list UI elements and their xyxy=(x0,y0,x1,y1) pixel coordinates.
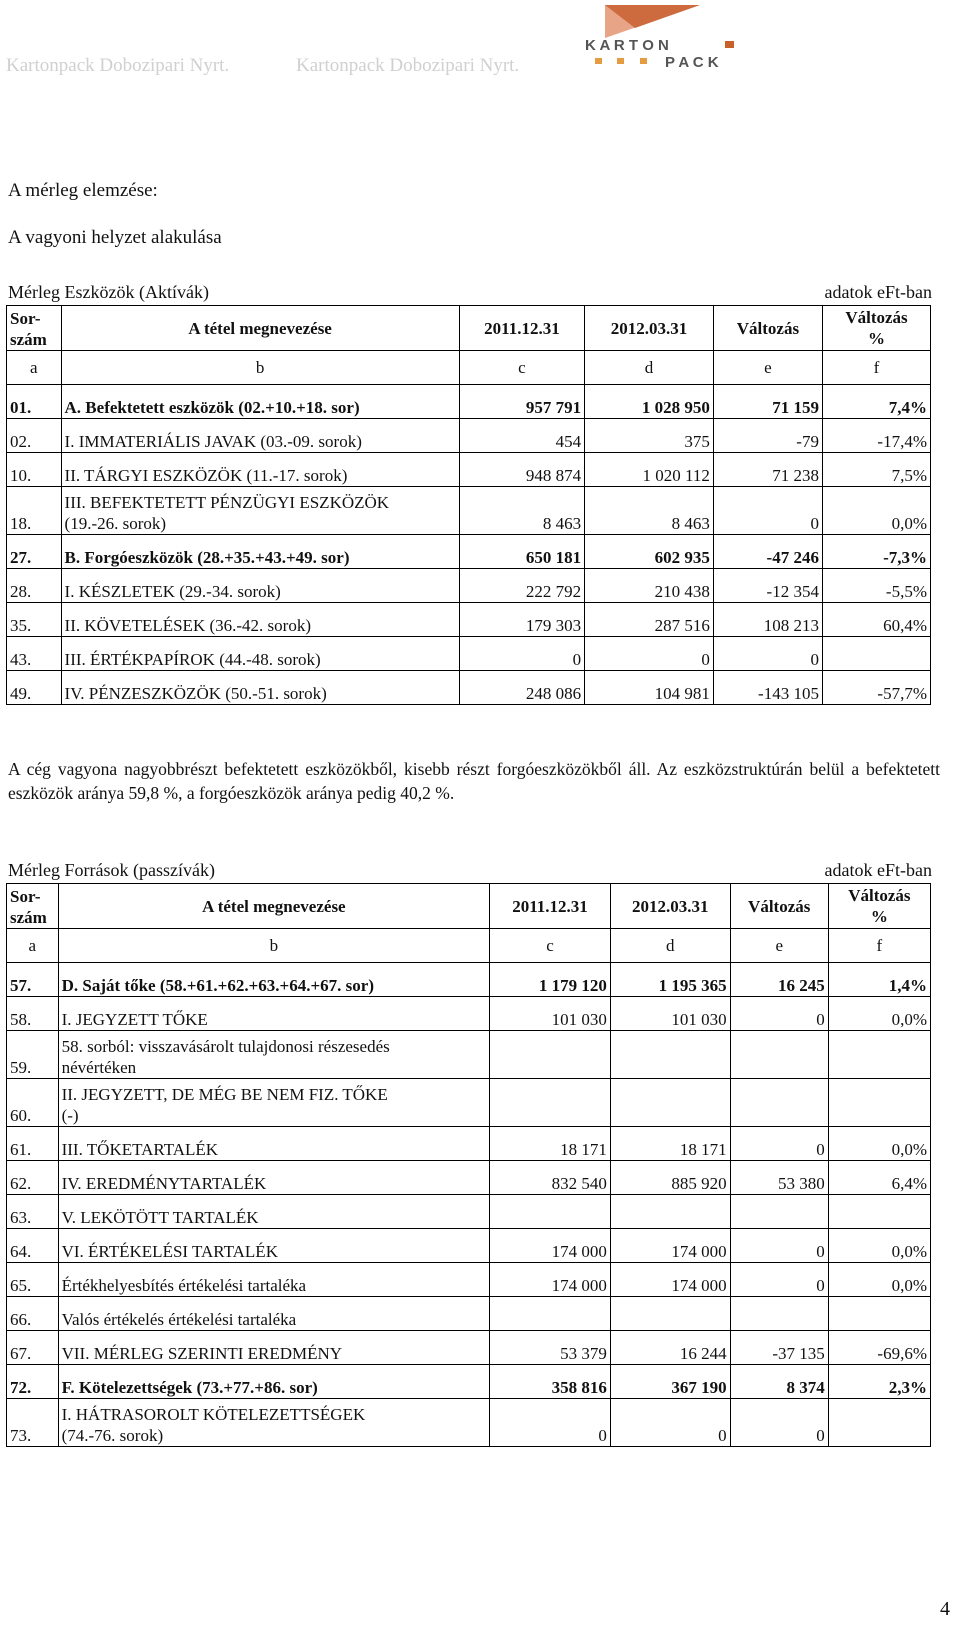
table-row xyxy=(7,1079,931,1127)
header-date-1: 2011.12.31 xyxy=(490,884,611,929)
row-name: B. Forgóeszközök (28.+35.+43.+49. sor) xyxy=(61,535,459,569)
row-name: Értékhelyesbítés értékelési tartaléka xyxy=(58,1263,490,1297)
kartonpack-logo xyxy=(585,0,965,75)
row-name: 58. sorból: visszavásárolt tulajdonosi részesedés névértéken xyxy=(58,1031,490,1079)
row-name: II. TÁRGYI ESZKÖZÖK (11.-17. sorok) xyxy=(61,453,459,487)
value-change-pct: 7,4% xyxy=(822,385,930,419)
value-2012: 1 195 365 xyxy=(610,963,730,997)
value-change: 53 380 xyxy=(730,1161,828,1195)
col-letter: c xyxy=(459,351,584,385)
table-row xyxy=(7,385,931,419)
col-letter: d xyxy=(585,351,714,385)
col-letter: e xyxy=(713,351,822,385)
row-name: III. TŐKETARTALÉK xyxy=(58,1127,490,1161)
table-row xyxy=(7,997,931,1031)
page-header xyxy=(0,0,960,95)
value-2011: 248 086 xyxy=(459,671,584,705)
header-change: Változás xyxy=(730,884,828,929)
table-row xyxy=(7,453,931,487)
value-change: 108 213 xyxy=(713,603,822,637)
row-name: I. HÁTRASOROLT KÖTELEZETTSÉGEK (74.-76. sorok) xyxy=(58,1399,490,1447)
logo-line-1: K A R T O N xyxy=(585,37,669,54)
liabilities-table xyxy=(6,883,931,1447)
value-change-pct xyxy=(822,637,930,671)
row-number: 72. xyxy=(7,1365,59,1399)
row-number: 57. xyxy=(7,963,59,997)
col-letter: c xyxy=(490,929,611,963)
row-number: 49. xyxy=(7,671,62,705)
row-number: 66. xyxy=(7,1297,59,1331)
col-letter: d xyxy=(610,929,730,963)
header-name: A tétel megnevezése xyxy=(61,306,459,351)
value-change xyxy=(730,1079,828,1127)
value-2011 xyxy=(490,1195,611,1229)
liabilities-table-title: Mérleg Források (passzívák) xyxy=(8,860,215,880)
assets-table-title: Mérleg Eszközök (Aktívák) xyxy=(8,282,209,302)
value-2011: 650 181 xyxy=(459,535,584,569)
value-2012: 0 xyxy=(585,637,714,671)
value-change: 71 238 xyxy=(713,453,822,487)
table-row xyxy=(7,1229,931,1263)
value-2012: 0 xyxy=(610,1399,730,1447)
value-2011: 174 000 xyxy=(490,1229,611,1263)
value-2011 xyxy=(490,1079,611,1127)
value-2011 xyxy=(490,1031,611,1079)
value-2011: 832 540 xyxy=(490,1161,611,1195)
value-change-pct: 0,0% xyxy=(828,1229,930,1263)
value-2011: 454 xyxy=(459,419,584,453)
value-change: 0 xyxy=(730,1263,828,1297)
row-number: 60. xyxy=(7,1079,59,1127)
col-letter: a xyxy=(7,929,59,963)
logo-square xyxy=(595,58,602,64)
row-number: 18. xyxy=(7,487,62,535)
table-row xyxy=(7,1263,931,1297)
value-change-pct: 7,5% xyxy=(822,453,930,487)
row-number: 02. xyxy=(7,419,62,453)
table-row xyxy=(7,535,931,569)
table-row xyxy=(7,1127,931,1161)
value-change-pct xyxy=(828,1195,930,1229)
value-2012: 8 463 xyxy=(585,487,714,535)
row-number: 35. xyxy=(7,603,62,637)
value-change-pct: 2,3% xyxy=(828,1365,930,1399)
value-2012: 375 xyxy=(585,419,714,453)
value-2012: 16 244 xyxy=(610,1331,730,1365)
table-row xyxy=(7,963,931,997)
header-change-pct: Változás % xyxy=(828,884,930,929)
header-date-2: 2012.03.31 xyxy=(610,884,730,929)
header-date-2: 2012.03.31 xyxy=(585,306,714,351)
value-change: 0 xyxy=(713,637,822,671)
value-2011: 948 874 xyxy=(459,453,584,487)
value-change: 0 xyxy=(730,1399,828,1447)
row-name: Valós értékelés értékelési tartaléka xyxy=(58,1297,490,1331)
row-number: 64. xyxy=(7,1229,59,1263)
value-2012: 101 030 xyxy=(610,997,730,1031)
value-2011: 1 179 120 xyxy=(490,963,611,997)
value-2011: 174 000 xyxy=(490,1263,611,1297)
col-letter: f xyxy=(822,351,930,385)
value-change-pct xyxy=(828,1399,930,1447)
row-name: VII. MÉRLEG SZERINTI EREDMÉNY xyxy=(58,1331,490,1365)
row-number: 62. xyxy=(7,1161,59,1195)
value-2011: 53 379 xyxy=(490,1331,611,1365)
row-number: 43. xyxy=(7,637,62,671)
page-number: 4 xyxy=(940,1598,950,1620)
table-row xyxy=(7,1161,931,1195)
value-change: -47 246 xyxy=(713,535,822,569)
assets-table xyxy=(6,305,931,705)
value-change xyxy=(730,1195,828,1229)
value-2012: 174 000 xyxy=(610,1229,730,1263)
column-letter-row xyxy=(7,929,931,963)
row-name: D. Saját tőke (58.+61.+62.+63.+64.+67. sor) xyxy=(58,963,490,997)
value-change-pct xyxy=(828,1297,930,1331)
table-row xyxy=(7,603,931,637)
value-2012: 602 935 xyxy=(585,535,714,569)
row-name: IV. PÉNZESZKÖZÖK (50.-51. sorok) xyxy=(61,671,459,705)
row-name: VI. ÉRTÉKELÉSI TARTALÉK xyxy=(58,1229,490,1263)
row-number: 27. xyxy=(7,535,62,569)
col-letter: b xyxy=(58,929,490,963)
value-2012: 1 028 950 xyxy=(585,385,714,419)
value-change-pct: 0,0% xyxy=(828,997,930,1031)
table-row xyxy=(7,637,931,671)
col-letter: b xyxy=(61,351,459,385)
value-change-pct xyxy=(828,1079,930,1127)
header-change-pct: Változás % xyxy=(822,306,930,351)
section-title: A vagyoni helyzet alakulása xyxy=(8,227,222,248)
value-2012: 367 190 xyxy=(610,1365,730,1399)
value-change-pct: -69,6% xyxy=(828,1331,930,1365)
row-number: 59. xyxy=(7,1031,59,1079)
value-change-pct: 60,4% xyxy=(822,603,930,637)
table-row xyxy=(7,1297,931,1331)
value-change-pct: 6,4% xyxy=(828,1161,930,1195)
value-2011: 18 171 xyxy=(490,1127,611,1161)
row-name: F. Kötelezettségek (73.+77.+86. sor) xyxy=(58,1365,490,1399)
value-2012: 287 516 xyxy=(585,603,714,637)
table-row xyxy=(7,1399,931,1447)
row-name: I. IMMATERIÁLIS JAVAK (03.-09. sorok) xyxy=(61,419,459,453)
value-2011: 358 816 xyxy=(490,1365,611,1399)
row-name: A. Befektetett eszközök (02.+10.+18. sor) xyxy=(61,385,459,419)
value-2012: 210 438 xyxy=(585,569,714,603)
value-2012 xyxy=(610,1031,730,1079)
row-number: 65. xyxy=(7,1263,59,1297)
assets-unit-note: adatok eFt-ban xyxy=(824,282,932,302)
header-sorszam: Sor- szám xyxy=(7,884,59,929)
row-name: I. KÉSZLETEK (29.-34. sorok) xyxy=(61,569,459,603)
value-change-pct xyxy=(828,1031,930,1079)
value-2012: 885 920 xyxy=(610,1161,730,1195)
value-2011: 179 303 xyxy=(459,603,584,637)
row-number: 61. xyxy=(7,1127,59,1161)
column-letter-row xyxy=(7,351,931,385)
value-change: -79 xyxy=(713,419,822,453)
header-sorszam: Sor- szám xyxy=(7,306,62,351)
value-change: -12 354 xyxy=(713,569,822,603)
logo-square xyxy=(725,41,734,48)
value-2012 xyxy=(610,1195,730,1229)
row-number: 67. xyxy=(7,1331,59,1365)
analysis-paragraph: A cég vagyona nagyobbrészt befektetett eszközökből, kisebb részt forgóeszközökből áll. Az eszközstruktúrán belül a befektetett eszközök aránya 59,8 %, a forgóeszközök aránya pedig 40,2 %. xyxy=(8,759,940,803)
row-name: II. KÖVETELÉSEK (36.-42. sorok) xyxy=(61,603,459,637)
table-row xyxy=(7,671,931,705)
table-header-row xyxy=(7,884,931,929)
row-number: 01. xyxy=(7,385,62,419)
value-change-pct: 0,0% xyxy=(828,1127,930,1161)
value-2012: 18 171 xyxy=(610,1127,730,1161)
table-row xyxy=(7,1331,931,1365)
row-number: 58. xyxy=(7,997,59,1031)
row-number: 10. xyxy=(7,453,62,487)
value-change: 0 xyxy=(730,1229,828,1263)
page-title: A mérleg elemzése: xyxy=(8,180,158,201)
value-change-pct: 1,4% xyxy=(828,963,930,997)
row-name: I. JEGYZETT TŐKE xyxy=(58,997,490,1031)
table-row xyxy=(7,1365,931,1399)
value-change-pct: -5,5% xyxy=(822,569,930,603)
row-number: 73. xyxy=(7,1399,59,1447)
logo-square xyxy=(617,58,624,64)
table-row xyxy=(7,1031,931,1079)
row-name: II. JEGYZETT, DE MÉG BE NEM FIZ. TŐKE (-) xyxy=(58,1079,490,1127)
value-change: 0 xyxy=(713,487,822,535)
value-2011: 8 463 xyxy=(459,487,584,535)
value-2012: 104 981 xyxy=(585,671,714,705)
table-row xyxy=(7,487,931,535)
logo-square xyxy=(640,58,647,64)
table-row xyxy=(7,569,931,603)
value-change xyxy=(730,1297,828,1331)
value-change: 71 159 xyxy=(713,385,822,419)
value-change: 0 xyxy=(730,997,828,1031)
logo-line-2: P A C K xyxy=(665,54,719,71)
table-row xyxy=(7,419,931,453)
value-change xyxy=(730,1031,828,1079)
value-change-pct: 0,0% xyxy=(828,1263,930,1297)
value-change: 16 245 xyxy=(730,963,828,997)
col-letter: f xyxy=(828,929,930,963)
value-2011 xyxy=(490,1297,611,1331)
value-change: -143 105 xyxy=(713,671,822,705)
value-2012 xyxy=(610,1297,730,1331)
row-name: V. LEKÖTÖTT TARTALÉK xyxy=(58,1195,490,1229)
value-2012 xyxy=(610,1079,730,1127)
value-change: 8 374 xyxy=(730,1365,828,1399)
value-change-pct: -7,3% xyxy=(822,535,930,569)
liabilities-unit-note: adatok eFt-ban xyxy=(824,860,932,880)
company-name: Kartonpack Dobozipari Nyrt. xyxy=(296,55,520,76)
value-change-pct: -57,7% xyxy=(822,671,930,705)
table-header-row xyxy=(7,306,931,351)
value-change: 0 xyxy=(730,1127,828,1161)
value-change-pct: 0,0% xyxy=(822,487,930,535)
header-date-1: 2011.12.31 xyxy=(459,306,584,351)
col-letter: e xyxy=(730,929,828,963)
value-2011: 0 xyxy=(459,637,584,671)
col-letter: a xyxy=(7,351,62,385)
company-name: Kartonpack Dobozipari Nyrt. xyxy=(6,55,230,76)
value-2012: 174 000 xyxy=(610,1263,730,1297)
header-change: Változás xyxy=(713,306,822,351)
table-row xyxy=(7,1195,931,1229)
row-name: III. ÉRTÉKPAPÍROK (44.-48. sorok) xyxy=(61,637,459,671)
value-change: -37 135 xyxy=(730,1331,828,1365)
value-2011: 957 791 xyxy=(459,385,584,419)
value-2012: 1 020 112 xyxy=(585,453,714,487)
value-2011: 222 792 xyxy=(459,569,584,603)
value-2011: 101 030 xyxy=(490,997,611,1031)
row-name: III. BEFEKTETETT PÉNZÜGYI ESZKÖZÖK (19.-26. sorok) xyxy=(61,487,459,535)
row-number: 28. xyxy=(7,569,62,603)
row-name: IV. EREDMÉNYTARTALÉK xyxy=(58,1161,490,1195)
row-number: 63. xyxy=(7,1195,59,1229)
value-2011: 0 xyxy=(490,1399,611,1447)
header-name: A tétel megnevezése xyxy=(58,884,490,929)
value-change-pct: -17,4% xyxy=(822,419,930,453)
